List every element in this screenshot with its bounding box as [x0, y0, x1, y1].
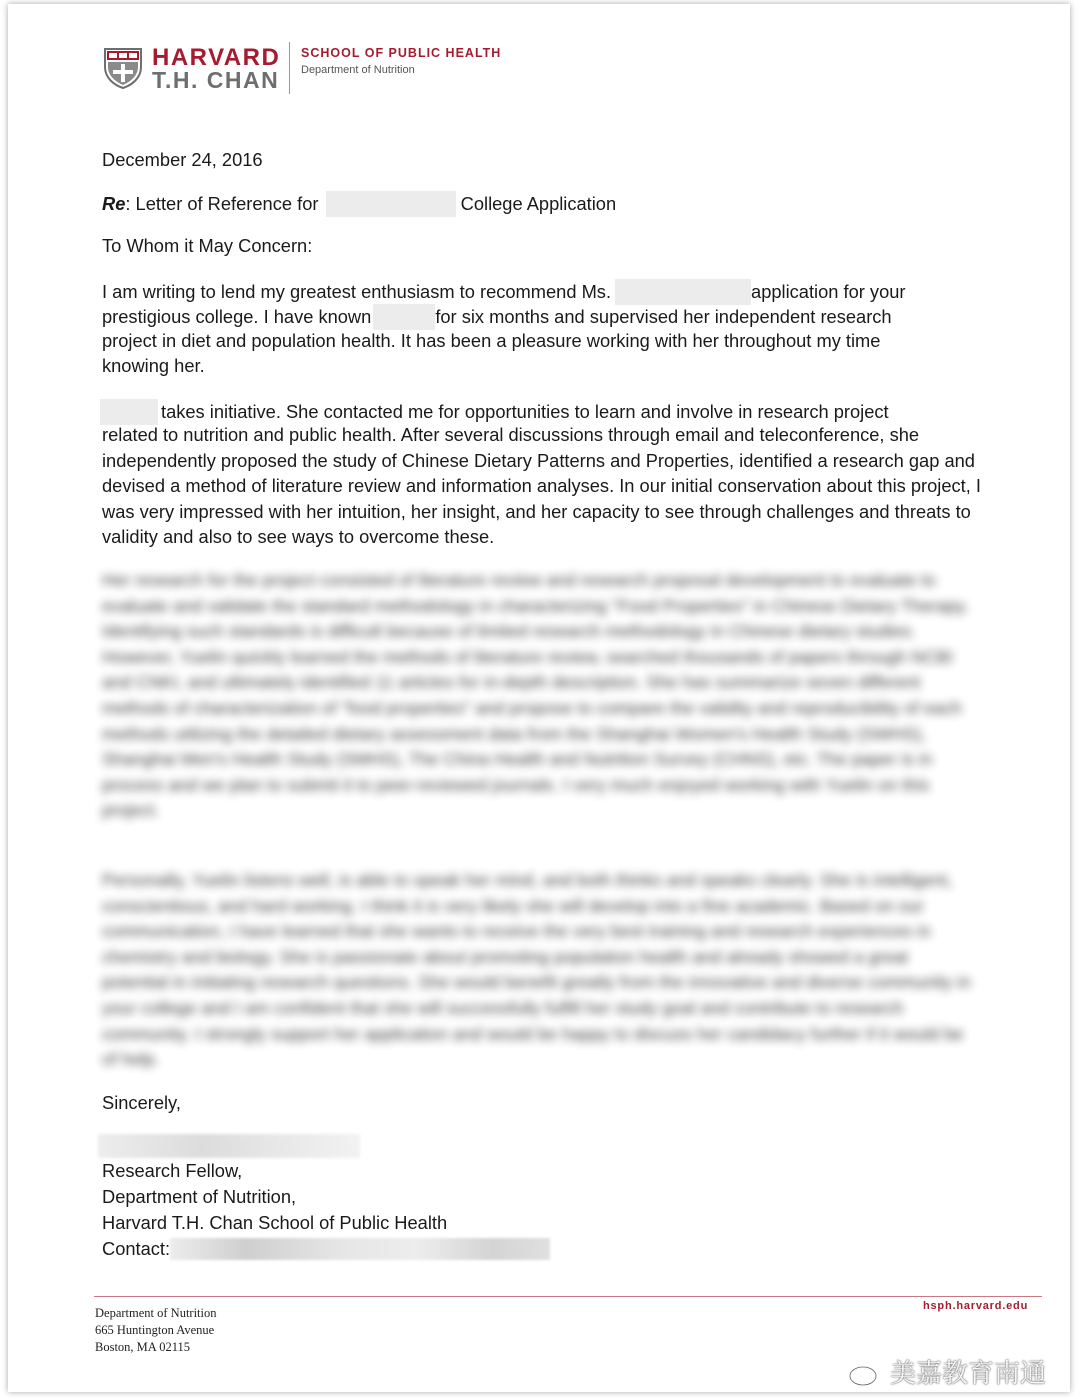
p1-line3: project in diet and population health. It has been a pleasure working with her throughout my time	[102, 330, 881, 351]
department-name: Department of Nutrition	[301, 64, 415, 76]
p2-text: takes initiative. She contacted me for opportunities to learn and involve in research project	[161, 401, 889, 422]
footer-address-line: 665 Huntington Avenue	[95, 1323, 215, 1337]
p2-body: related to nutrition and public health. After several discussions through email and teleconference, she independently proposed the study of Chinese Dietary Patterns and Properties, identified a research gap and devised a method of literature review and information analyses. In our initial conservation about this project, I was very impressed with her intuition, her insight, and her capacity to see through challenges and threats to validity and also to see ways to overcome these.	[102, 424, 981, 548]
redacted-name	[326, 191, 456, 217]
p1-line4: knowing her.	[102, 355, 205, 376]
p1-line2	[102, 304, 892, 330]
signature-title: Research Fellow,	[102, 1160, 243, 1181]
signature-department: Department of Nutrition,	[102, 1186, 297, 1207]
re-suffix: College Application	[460, 193, 617, 214]
blurred-paragraph-4: Personally, Yuelin listens well, is able to speak her mind, and both thinks and speaks clearly. She is intelligent, conscientious, and hard working. I think it is very likely she will develop into a fine academic. Based on our communication, I have learned that she wants to receive the very best training and research experiences in chemistry and biology. She is passionate about promoting population health and already showed a great potential in initiating research questions. She would benefit greatly from the innovative and diverse community in your college and I am confident that she will successfully fulfill her study goal and contribute to research community. I strongly support her application and would be happy to discuss her candidacy further if it would be of help.	[102, 870, 971, 1070]
redacted-signature	[98, 1134, 360, 1158]
footer-address-line: Department of Nutrition	[95, 1306, 217, 1320]
contact-line	[102, 1238, 550, 1260]
logo-th-chan: T.H. CHAN	[152, 67, 280, 93]
watermark-text: 美嘉教育南通	[890, 1359, 1047, 1389]
footer-address-line: Boston, MA 02115	[95, 1340, 191, 1354]
footer-address	[95, 1305, 217, 1356]
signature-school: Harvard T.H. Chan School of Public Health	[102, 1212, 448, 1233]
re-prefix: : Letter of Reference for	[125, 193, 319, 214]
contact-label: Contact:	[102, 1238, 171, 1259]
p1-line1	[102, 279, 906, 305]
blurred-paragraph-3: Her research for the project consisted of literature review and research proposal development to evaluate to evaluate and validate the standard methodology in characterizing "Food Properties" in Chinese Dietary Therapy. Identifying such standards is difficult because of limited research methodology in Chinese dietary studies. However, Yuelin quickly learned the methods of literature review, searched thousands of papers through NCBI and CNKI, and ultimately identified 11 articles for in-depth description. She has summarize seven different methods of characterization of "food properties" and propose to compare the validity and reproducibility of each methods utilizing the detailed dietary assessment data from the Shanghai Women's Health Study (SWHS), Shanghai Men's Health Study (SMHS), The China Health and Nutrition Survey (CHNS), etc. The paper is in process and we plan to submit it to peer-reviewed journals. I very much enjoyed working with Yuelin on this project.	[102, 570, 969, 821]
p1-text: I am writing to lend my greatest enthusiasm to recommend Ms.	[102, 281, 612, 302]
redacted-name	[615, 279, 751, 305]
redacted-contact	[170, 1238, 550, 1260]
weibo-icon	[848, 1360, 884, 1386]
harvard-shield-icon	[103, 47, 143, 89]
letter-date: December 24, 2016	[102, 149, 263, 170]
footer-divider	[94, 1296, 1042, 1297]
school-name: SCHOOL OF PUBLIC HEALTH	[301, 46, 502, 60]
logo-harvard: HARVARD	[152, 44, 281, 71]
p1-text: application for your	[751, 281, 906, 302]
watermark	[848, 1353, 1046, 1390]
redacted-name	[373, 304, 435, 330]
p1-text: prestigious college. I have known	[102, 306, 372, 327]
salutation: To Whom it May Concern:	[102, 235, 313, 256]
p1-text: for six months and supervised her independent research	[435, 306, 892, 327]
footer-url: hsph.harvard.edu	[923, 1300, 1029, 1312]
re-line	[102, 191, 616, 217]
closing: Sincerely,	[102, 1092, 181, 1113]
re-label: Re	[102, 193, 126, 214]
logo-divider	[289, 42, 290, 94]
